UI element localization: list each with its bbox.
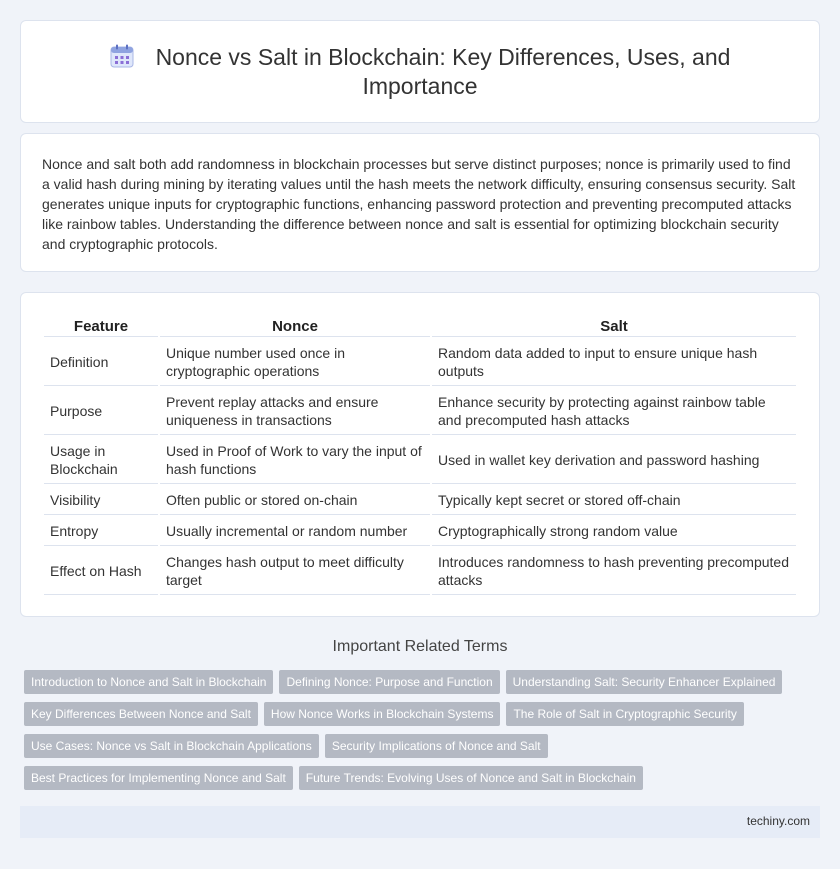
title-line-1: Nonce vs Salt in Blockchain: Key Differences, Uses, and (155, 44, 731, 70)
page-title (21, 43, 819, 101)
table-cell: Usage in Blockchain (44, 437, 158, 484)
table-cell: Introduces randomness to hash preventing precomputed attacks (432, 548, 796, 595)
related-term-tag[interactable]: Key Differences Between Nonce and Salt (24, 702, 258, 726)
table-cell: Purpose (44, 388, 158, 435)
header-nonce: Nonce (160, 317, 430, 337)
related-term-tag[interactable]: Use Cases: Nonce vs Salt in Blockchain Applications (24, 734, 319, 758)
related-term-tag[interactable]: Introduction to Nonce and Salt in Blockchain (24, 670, 273, 694)
table-cell: Visibility (44, 486, 158, 515)
table-row (44, 339, 796, 386)
related-terms-tags (24, 670, 824, 798)
table-cell: Usually incremental or random number (160, 517, 430, 546)
table-cell: Often public or stored on-chain (160, 486, 430, 515)
related-term-tag[interactable]: Defining Nonce: Purpose and Function (279, 670, 499, 694)
table-cell: Definition (44, 339, 158, 386)
table-cell: Used in wallet key derivation and password hashing (432, 437, 796, 484)
table-cell: Effect on Hash (44, 548, 158, 595)
footer-site-link[interactable]: techiny.com (746, 814, 810, 828)
intro-text: Nonce and salt both add randomness in blockchain processes but serve distinct purposes; nonce is primarily used to find a valid hash during mining by iterating values until the hash meets the network difficulty, ensuring consensus security. Salt generates unique inputs for cryptographic functions, enhancing password protection and preventing precomputed attacks like rainbow tables. Understanding the difference between nonce and salt is essential for optimizing blockchain security and cryptographic protocols. (42, 156, 796, 252)
table-cell: Used in Proof of Work to vary the input of hash functions (160, 437, 430, 484)
title-line-2: Importance (362, 73, 478, 99)
table-cell: Typically kept secret or stored off-chain (432, 486, 796, 515)
related-terms-title: Important Related Terms (332, 638, 508, 655)
table-cell: Random data added to input to ensure unique hash outputs (432, 339, 796, 386)
comparison-table (42, 315, 798, 597)
table-cell: Prevent replay attacks and ensure uniqueness in transactions (160, 388, 430, 435)
related-term-tag[interactable]: Understanding Salt: Security Enhancer Explained (506, 670, 783, 694)
table-cell: Cryptographically strong random value (432, 517, 796, 546)
table-cell: Enhance security by protecting against rainbow table and precomputed hash attacks (432, 388, 796, 435)
table-row (44, 486, 796, 515)
header-salt: Salt (432, 317, 796, 337)
table-row (44, 388, 796, 435)
table-cell: Changes hash output to meet difficulty target (160, 548, 430, 595)
comparison-table-card (20, 292, 820, 617)
header-feature: Feature (44, 317, 158, 337)
related-term-tag[interactable]: The Role of Salt in Cryptographic Security (506, 702, 743, 726)
related-term-tag[interactable]: Security Implications of Nonce and Salt (325, 734, 548, 758)
table-row (44, 548, 796, 595)
header-card (20, 20, 820, 123)
table-row (44, 437, 796, 484)
calendar-grid-icon (110, 44, 134, 68)
related-term-tag[interactable]: Best Practices for Implementing Nonce and Salt (24, 766, 293, 790)
table-cell: Unique number used once in cryptographic operations (160, 339, 430, 386)
related-term-tag[interactable]: How Nonce Works in Blockchain Systems (264, 702, 501, 726)
table-row (44, 517, 796, 546)
footer (20, 806, 820, 838)
intro-card (20, 133, 820, 272)
related-term-tag[interactable]: Future Trends: Evolving Uses of Nonce and Salt in Blockchain (299, 766, 643, 790)
table-cell: Entropy (44, 517, 158, 546)
